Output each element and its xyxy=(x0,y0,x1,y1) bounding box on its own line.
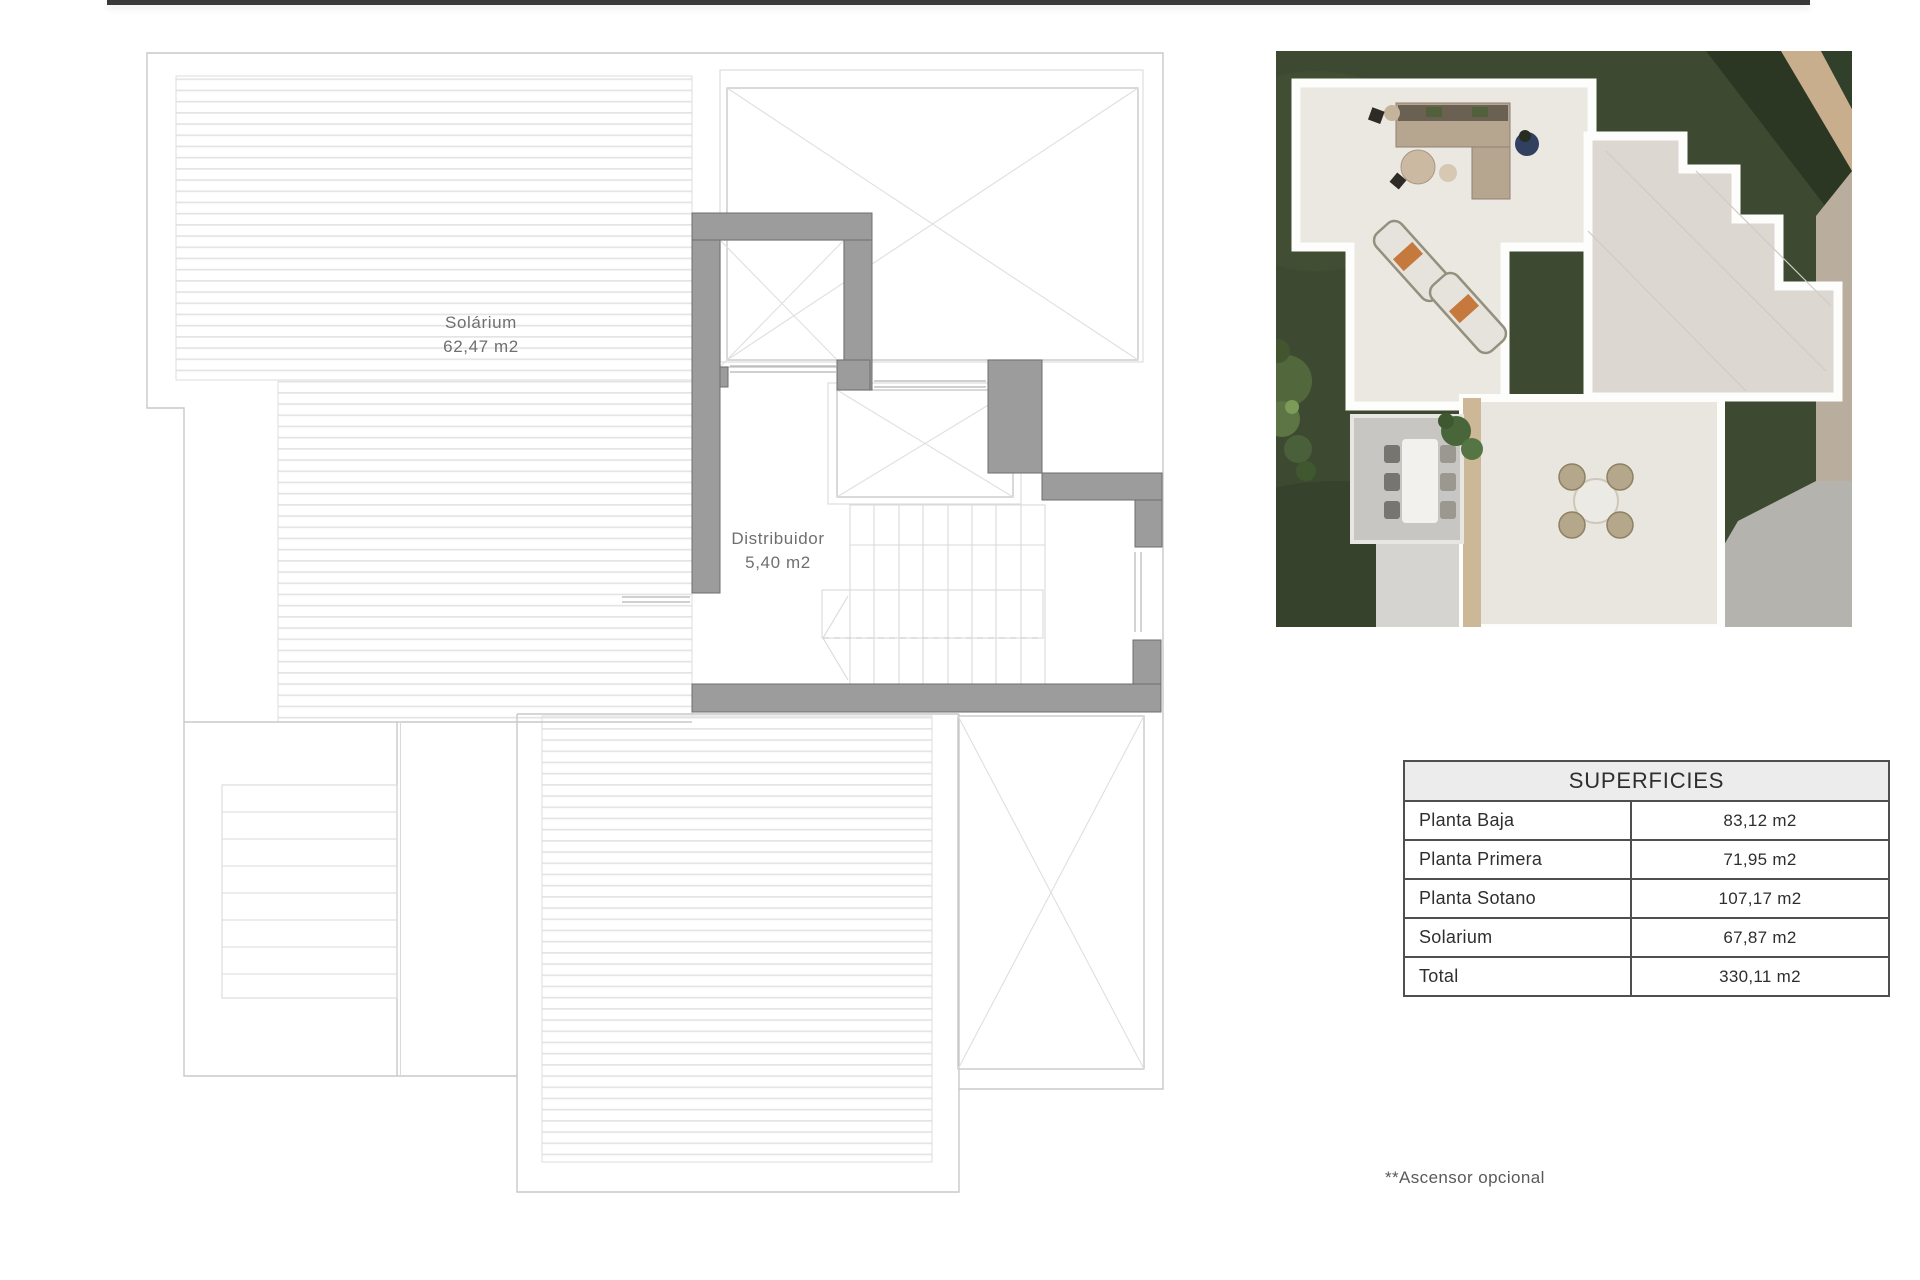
table-header-row xyxy=(1404,761,1889,801)
row-value: 107,17 m2 xyxy=(1631,879,1889,918)
roof-area-bottom-right xyxy=(958,716,1144,1069)
table-row xyxy=(1404,801,1889,840)
access-stairs xyxy=(222,785,397,998)
row-label: Planta Sotano xyxy=(1404,879,1631,918)
superficies-table xyxy=(1403,760,1890,997)
svg-text:62,47 m2: 62,47 m2 xyxy=(443,337,519,356)
table-title: SUPERFICIES xyxy=(1404,761,1889,801)
svg-text:Distribuidor: Distribuidor xyxy=(731,529,825,548)
aerial-photo-render xyxy=(1276,51,1852,627)
table-row xyxy=(1404,879,1889,918)
room-label-distribuidor xyxy=(731,529,824,572)
aerial-photo xyxy=(1276,51,1852,627)
svg-text:Solárium: Solárium xyxy=(445,313,517,332)
row-label: Planta Primera xyxy=(1404,840,1631,879)
stairs xyxy=(822,505,1045,685)
row-label: Planta Baja xyxy=(1404,801,1631,840)
svg-text:5,40 m2: 5,40 m2 xyxy=(745,553,811,572)
elevator-shaft xyxy=(720,240,844,367)
row-value: 83,12 m2 xyxy=(1631,801,1889,840)
terrace-dining xyxy=(1463,398,1721,627)
table-row xyxy=(1404,918,1889,957)
table-row xyxy=(1404,840,1889,879)
row-value: 67,87 m2 xyxy=(1631,918,1889,957)
walkway xyxy=(1376,542,1466,627)
pergola-dining xyxy=(1352,413,1483,542)
row-label: Total xyxy=(1404,957,1631,996)
table-row xyxy=(1404,957,1889,996)
walls xyxy=(692,213,1162,712)
row-label: Solarium xyxy=(1404,918,1631,957)
row-value: 330,11 m2 xyxy=(1631,957,1889,996)
footnote: **Ascensor opcional xyxy=(1385,1168,1545,1187)
row-value: 71,95 m2 xyxy=(1631,840,1889,879)
